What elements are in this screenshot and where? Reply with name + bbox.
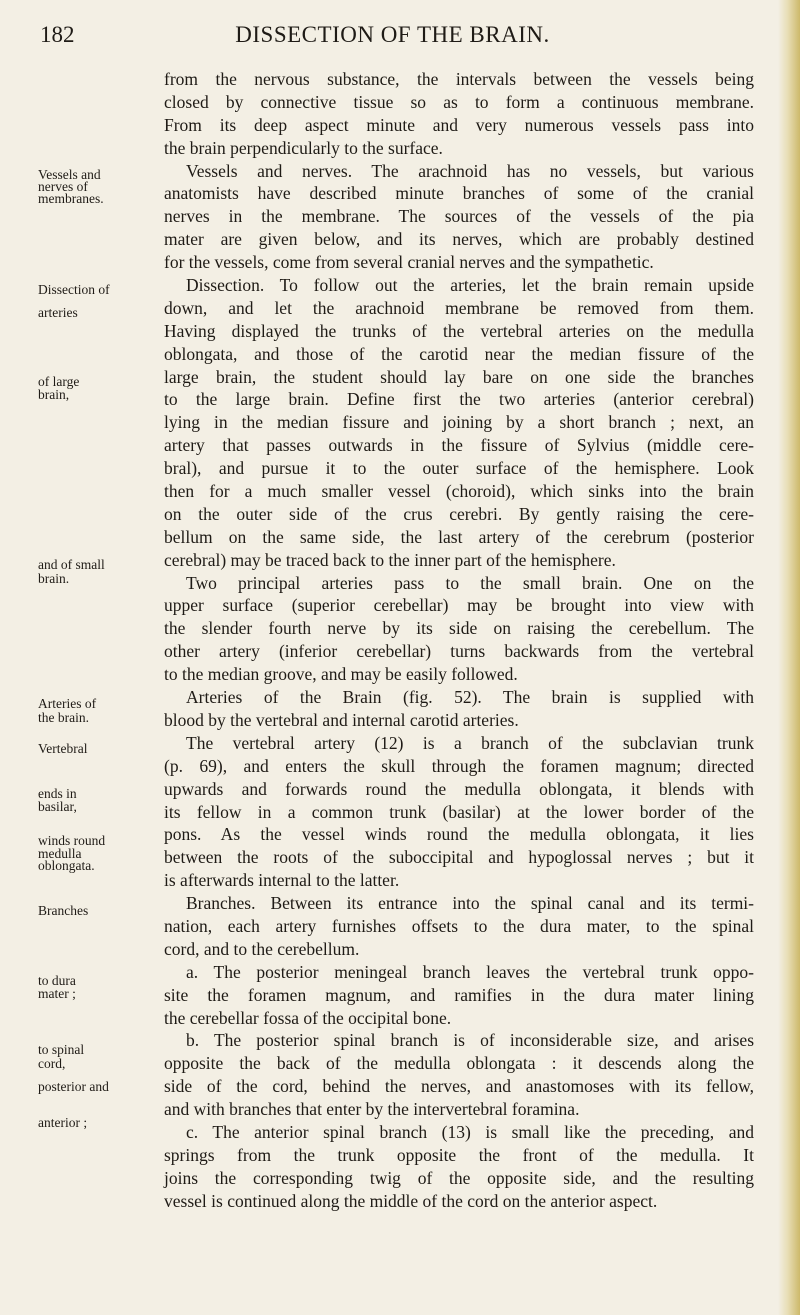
text-line: on the outer side of the crus cerebri. By gently raising the cere-	[164, 503, 754, 524]
margin-note: anterior ;	[38, 1115, 88, 1130]
text-line: to the large brain. Define first the two arteries (anterior cerebral)	[164, 389, 754, 410]
margin-note: winds round	[38, 833, 106, 848]
text-line: other artery (inferior cerebellar) turns backwards from the vertebral	[164, 641, 754, 662]
page-edge-shading	[778, 0, 800, 1315]
text-line: c. The anterior spinal branch (13) is small like the preceding, and	[186, 1121, 754, 1142]
text-line: Vessels and nerves. The arachnoid has no vessels, but various	[186, 160, 754, 181]
text-line: cord, and to the cerebellum.	[164, 938, 360, 959]
page-number: 182	[40, 22, 75, 47]
text-line: lying in the median fissure and joining by a short branch ; next, an	[164, 412, 754, 433]
text-line: upwards and forwards round the medulla oblongata, it blends with	[164, 778, 754, 799]
margin-note: mater ;	[38, 986, 76, 1001]
margin-note: Branches	[38, 903, 89, 918]
text-line: a. The posterior meningeal branch leaves the vertebral trunk oppo-	[186, 961, 754, 982]
text-line: artery that passes outwards in the fissure of Sylvius (middle cere-	[164, 435, 754, 456]
text-line: to the median groove, and may be easily followed.	[164, 664, 518, 685]
text-line: anatomists have described minute branches of some of the cranial	[164, 183, 754, 204]
text-line: closed by connective tissue so as to form a continuous membrane.	[164, 91, 754, 112]
margin-note: brain,	[38, 387, 70, 402]
text-line: the brain perpendicularly to the surface.	[164, 137, 443, 158]
text-line: joins the corresponding twig of the opposite side, and the resulting	[164, 1167, 754, 1188]
text-line: nation, each artery furnishes offsets to the dura mater, to the spinal	[164, 915, 754, 936]
text-line: Arteries of the Brain (fig. 52). The brain is supplied with	[186, 687, 754, 708]
margin-note: to spinal	[38, 1042, 85, 1057]
text-line: nerves in the membrane. The sources of the vessels of the pia	[164, 206, 754, 227]
text-line: Branches. Between its entrance into the spinal canal and its termi-	[186, 893, 754, 914]
text-line: Two principal arteries pass to the small brain. One on the	[186, 572, 754, 593]
text-line: (p. 69), and enters the skull through the foramen magnum; directed	[164, 755, 754, 776]
margin-note: arteries	[38, 305, 78, 320]
text-line: and with branches that enter by the intervertebral foramina.	[164, 1099, 580, 1120]
text-line: vessel is continued along the middle of the cord on the anterior aspect.	[164, 1190, 658, 1211]
text-line: for the vessels, come from several cranial nerves and the sympathetic.	[164, 252, 654, 273]
text-line: blood by the vertebral and internal carotid arteries.	[164, 709, 519, 730]
margin-note: oblongata.	[38, 858, 95, 873]
text-line: from the nervous substance, the intervals between the vessels being	[164, 69, 754, 89]
margin-note: membranes.	[38, 191, 104, 206]
margin-note: of large	[38, 374, 80, 389]
text-line: mater are given below, and its nerves, which are probably destined	[164, 229, 754, 250]
body-text	[164, 68, 754, 1213]
text-line: The vertebral artery (12) is a branch of the subclavian trunk	[186, 732, 754, 753]
margin-note: posterior and	[38, 1079, 109, 1094]
margin-note: to dura	[38, 973, 76, 988]
margin-note: basilar,	[38, 799, 77, 814]
text-line: b. The posterior spinal branch is of inconsiderable size, and arises	[186, 1030, 754, 1051]
margin-note: ends in	[38, 786, 77, 801]
text-line: down, and let the arachnoid membrane be removed from them.	[164, 297, 754, 318]
text-line: cerebral) may be traced back to the inner part of the hemisphere.	[164, 549, 616, 570]
text-line: is afterwards internal to the latter.	[164, 870, 400, 891]
text-line: bral), and pursue it to the outer surface of the hemisphere. Look	[164, 458, 754, 479]
text-line: site the foramen magnum, and ramifies in the dura mater lining	[164, 984, 754, 1005]
text-line: the slender fourth nerve by its side on raising the cerebellum. The	[164, 618, 754, 639]
margin-note: nerves of	[38, 179, 88, 194]
text-line: bellum on the same side, the last artery of the cerebrum (posterior	[164, 526, 754, 547]
text-line: Having displayed the trunks of the vertebral arteries on the medulla	[164, 320, 754, 341]
text-line: oblongata, and those of the carotid near the median fissure of the	[164, 343, 754, 364]
margin-note: Vessels and	[38, 167, 101, 182]
text-line: Dissection. To follow out the arteries, let the brain remain upside	[186, 275, 754, 296]
margin-note: cord,	[38, 1056, 66, 1071]
text-line: springs from the trunk opposite the front of the medulla. It	[164, 1144, 754, 1165]
text-line: its fellow in a common trunk (basilar) at the lower border of the	[164, 801, 754, 822]
margin-note: Dissection of	[38, 282, 110, 297]
margin-note: Arteries of	[38, 696, 97, 711]
text-line: the cerebellar fossa of the occipital bone.	[164, 1007, 452, 1028]
text-line: side of the cord, behind the nerves, and anastomoses with its fellow,	[164, 1076, 754, 1097]
text-line: large brain, the student should lay bare on one side the branches	[164, 366, 754, 387]
text-line: upper surface (superior cerebellar) may be brought into view with	[164, 595, 754, 616]
margin-note: Vertebral	[38, 741, 88, 756]
page-header	[40, 22, 745, 52]
text-line: between the roots of the suboccipital and hypoglossal nerves ; but it	[164, 847, 754, 868]
margin-note: the brain.	[38, 710, 89, 725]
margin-note: medulla	[38, 846, 82, 861]
running-head: DISSECTION OF THE BRAIN.	[235, 22, 550, 47]
text-line: From its deep aspect minute and very numerous vessels pass into	[164, 114, 754, 135]
margin-note: brain.	[38, 571, 70, 586]
margin-note: and of small	[38, 557, 105, 572]
text-line: opposite the back of the medulla oblongata : it descends along the	[164, 1053, 754, 1074]
text-line: pons. As the vessel winds round the medulla oblongata, it lies	[164, 824, 754, 845]
text-line: then for a much smaller vessel (choroid), which sinks into the brain	[164, 481, 754, 502]
